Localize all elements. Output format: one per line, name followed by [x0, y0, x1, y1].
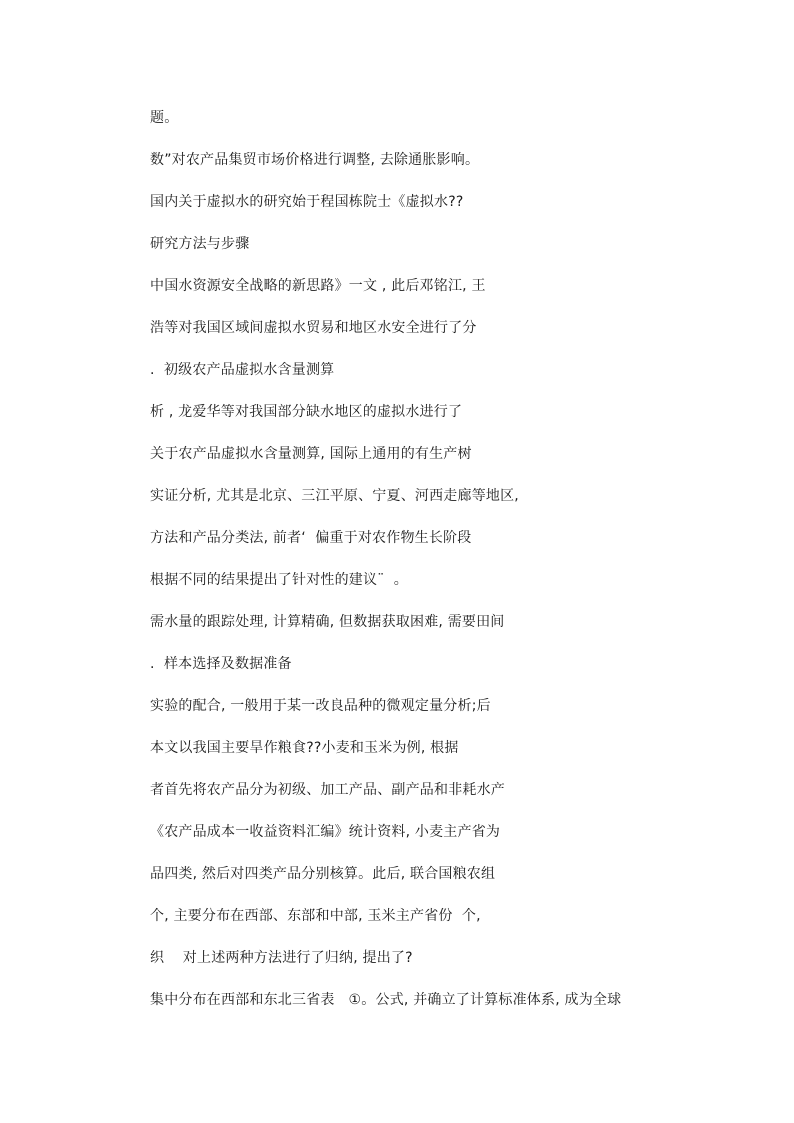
text-line: 实验的配合, 一般用于某一改良品种的微观定量分析;后: [150, 698, 491, 714]
text-line: . 初级农产品虚拟水含量测算: [150, 362, 335, 378]
text-line: 个, 主要分布在西部、东部和中部, 玉米主产省份 个,: [150, 908, 481, 924]
text-line: 国内关于虚拟水的研究始于程国栋院士《虚拟水??: [150, 194, 464, 210]
text-line: 方法和产品分类法, 前者‘ 偏重于对农作物生长阶段: [150, 530, 472, 546]
text-line: 本文以我国主要旱作粮食??小麦和玉米为例, 根据: [150, 740, 459, 756]
text-line: . 样本选择及数据准备: [150, 656, 292, 672]
text-line: 中国水资源安全战略的新思路》一文 , 此后邓铭江, 王: [150, 278, 486, 294]
text-line: 者首先将农产品分为初级、加工产品、副产品和非耗水产: [150, 782, 505, 798]
text-line: 关于农产品虚拟水含量测算, 国际上通用的有生产树: [150, 446, 472, 462]
text-line: 研究方法与步骤: [150, 236, 250, 252]
text-line: 需水量的跟踪处理, 计算精确, 但数据获取困难, 需要田间: [150, 614, 505, 630]
text-line: 浩等对我国区域间虚拟水贸易和地区水安全进行了分: [150, 320, 477, 336]
text-line: 题。: [150, 110, 179, 126]
text-line: 品四类, 然后对四类产品分别核算。此后, 联合国粮农组: [150, 866, 496, 882]
text-line: 集中分布在西部和东北三省表 ①。公式, 并确立了计算标准体系, 成为全球: [150, 992, 622, 1008]
text-line: 织 对上述两种方法进行了归纳, 提出了?: [150, 950, 413, 966]
text-line: 根据不同的结果提出了针对性的建议¨ 。: [150, 572, 408, 588]
text-line: 实证分析, 尤其是北京、三江平原、宁夏、河西走廊等地区,: [150, 488, 519, 504]
text-line: 《农产品成本一收益资料汇编》统计资料, 小麦主产省为: [150, 824, 501, 840]
text-line: 数”对农产品集贸市场价格进行调整, 去除通胀影响。: [150, 152, 480, 168]
text-line: 析 , 龙爱华等对我国部分缺水地区的虚拟水进行了: [150, 404, 463, 420]
